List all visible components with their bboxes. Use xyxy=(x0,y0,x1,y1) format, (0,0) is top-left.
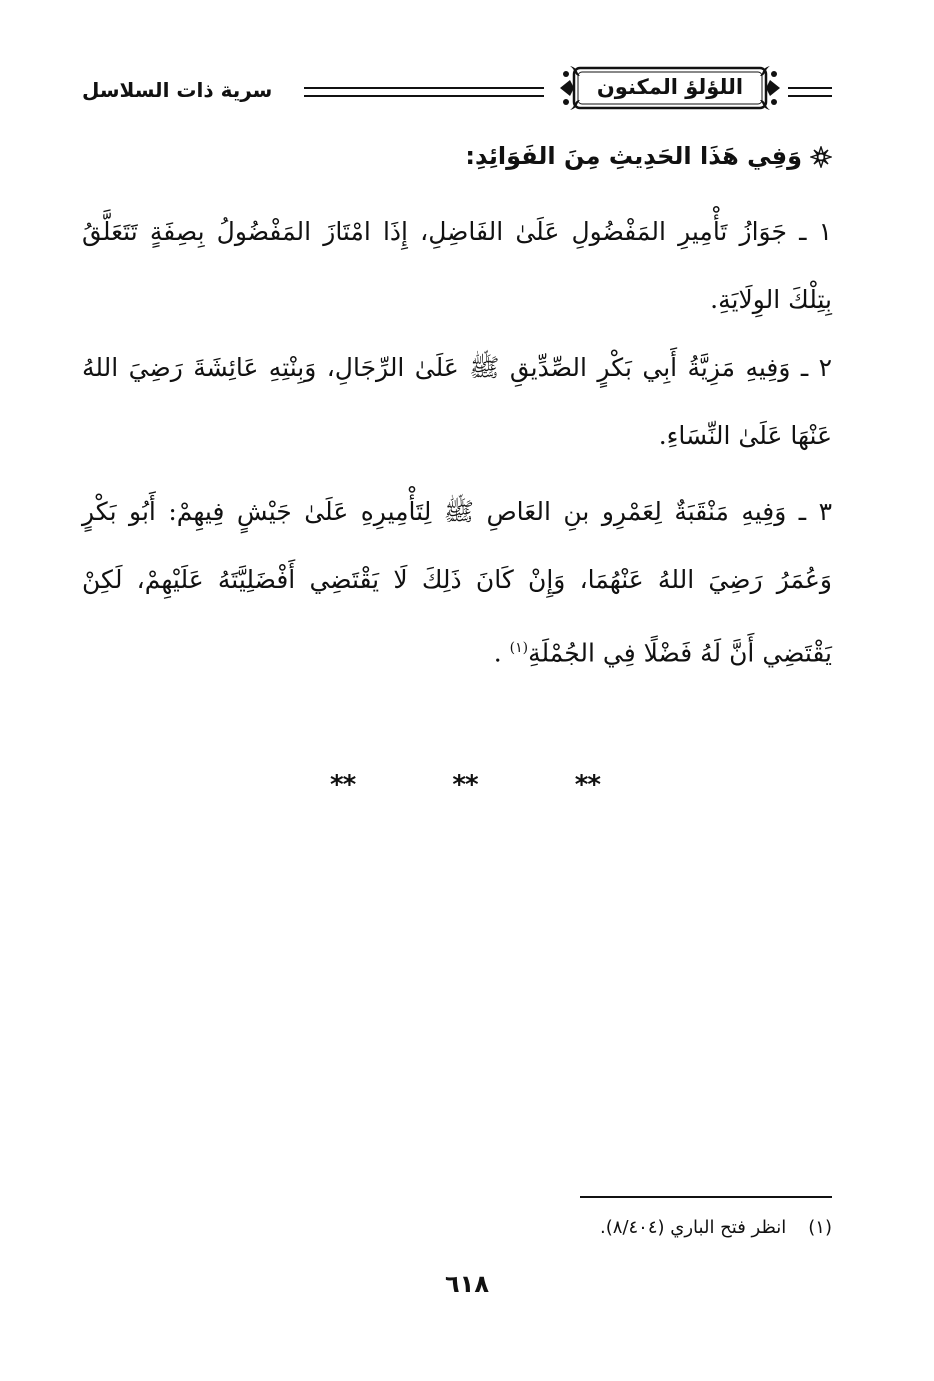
benefit-point-1: ١ ـ جَوَازُ تَأْمِيرِ المَفْضُولِ عَلَىٰ الفَاضِلِ، إِذَا امْتَازَ المَفْضُولُ بِصِفَةٍ تَتَعَلَّقُ بِتِلْكَ الوِلَايَةِ. xyxy=(82,217,832,314)
benefit-point-2: ٢ ـ وَفِيهِ مَزِيَّةُ أَبِي بَكْرٍ الصِّدِّيقِ ﷺ عَلَىٰ الرِّجَالِ، وَبِنْتِهِ عَائِشَةَ رَضِيَ اللهُ عَنْهَا عَلَىٰ النِّسَاءِ. xyxy=(82,353,832,450)
header-double-rule-middle xyxy=(304,87,544,97)
point-3-text: ٣ ـ وَفِيهِ مَنْقَبَةٌ لِعَمْرِو بنِ العَاصِ ﷺ لِتَأْمِيرِهِ عَلَىٰ جَيْشٍ فِيهِمْ: أَبُو بَكْرٍ وَعُمَرُ رَضِيَ اللهُ عَنْهُمَا، وَإِنْ كَانَ ذَلِكَ لَا يَقْتَضِي أَفْضَلِيَّتَهُ عَلَيْهِمْ، لَكِنْ يَقْتَضِي أَنَّ لَهُ فَضْلًا فِي الجُمْلَةِ xyxy=(82,497,832,668)
benefit-point-3 xyxy=(82,478,832,682)
point-3-end: . xyxy=(493,638,510,668)
section-separator xyxy=(330,765,600,805)
section-title: سرية ذات السلاسل xyxy=(82,78,273,102)
page-number: ٦١٨ xyxy=(445,1270,489,1298)
footnote-reference[interactable]: (١) xyxy=(509,640,529,656)
book-title: اللؤلؤ المكنون xyxy=(596,75,744,99)
footnote xyxy=(440,1211,832,1245)
footnote-divider xyxy=(580,1196,832,1198)
separator-stars-3: ** xyxy=(574,770,600,800)
footnote-number: (١) xyxy=(808,1217,832,1238)
page-header xyxy=(82,60,832,120)
benefits-intro xyxy=(82,132,832,180)
flower-bullet-icon xyxy=(810,146,832,168)
header-double-rule-right xyxy=(788,87,832,97)
intro-text: وَفِي هَذَا الحَدِيثِ مِنَ الفَوَائِدِ: xyxy=(465,142,802,170)
footnote-text: انظر فتح الباري (٨/٤٠٤). xyxy=(600,1217,787,1238)
separator-stars-1: ** xyxy=(330,770,356,800)
separator-stars-2: ** xyxy=(452,770,478,800)
